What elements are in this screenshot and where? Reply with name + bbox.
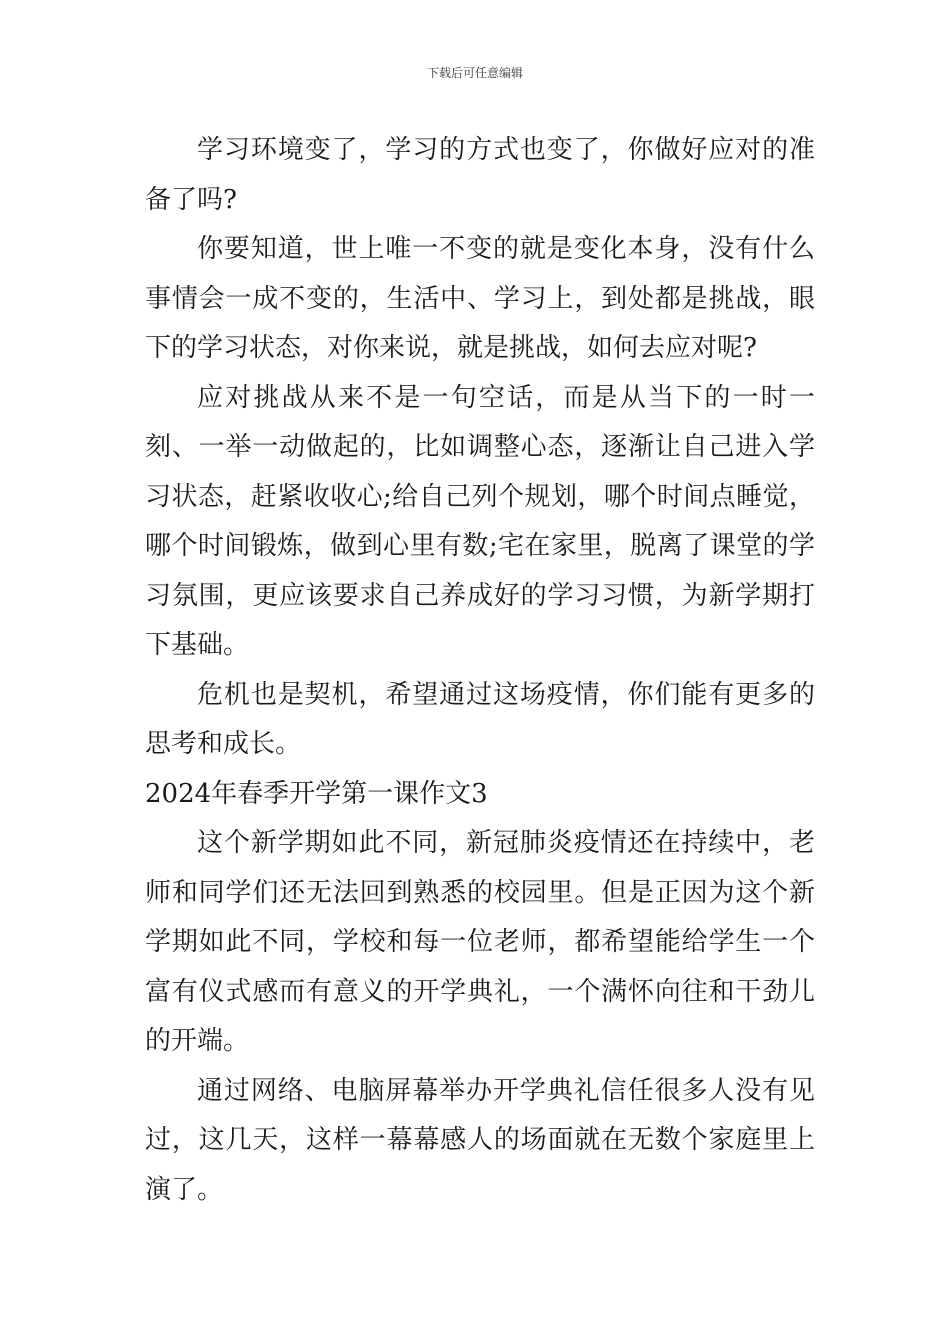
document-body [145, 126, 815, 1215]
section-title: 2024年春季开学第一课作文3 [145, 778, 488, 809]
section-paragraph: 这个新学期如此不同，新冠肺炎疫情还在持续中，老师和同学们还无法回到熟悉的校园里。但是正因为这个新学期如此不同，学校和每一位老师，都希望能给学生一个富有仪式感而有意义的开学典礼，一个满怀向往和干劲儿的开端。 [145, 828, 815, 1056]
body-paragraph: 学习环境变了，学习的方式也变了，你做好应对的准备了吗? [145, 135, 815, 215]
page-header-note: 下载后可任意编辑 [426, 66, 523, 80]
section-paragraph: 通过网络、电脑屏幕举办开学典礼信任很多人没有见过，这几天，这样一幕幕感人的场面就在无数个家庭里上演了。 [145, 1075, 815, 1205]
body-paragraph: 应对挑战从来不是一句空话，而是从当下的一时一刻、一举一动做起的，比如调整心态，逐渐让自己进入学习状态，赶紧收收心;给自己列个规划，哪个时间点睡觉，哪个时间锻炼，做到心里有数;宅在家里，脱离了课堂的学习氛围，更应该要求自己养成好的学习习惯，为新学期打下基础。 [145, 382, 815, 660]
body-paragraph: 危机也是契机，希望通过这场疫情，你们能有更多的思考和成长。 [145, 679, 815, 759]
body-paragraph: 你要知道，世上唯一不变的就是变化本身，没有什么事情会一成不变的，生活中、学习上，到处都是挑战，眼下的学习状态，对你来说，就是挑战，如何去应对呢? [145, 234, 815, 363]
